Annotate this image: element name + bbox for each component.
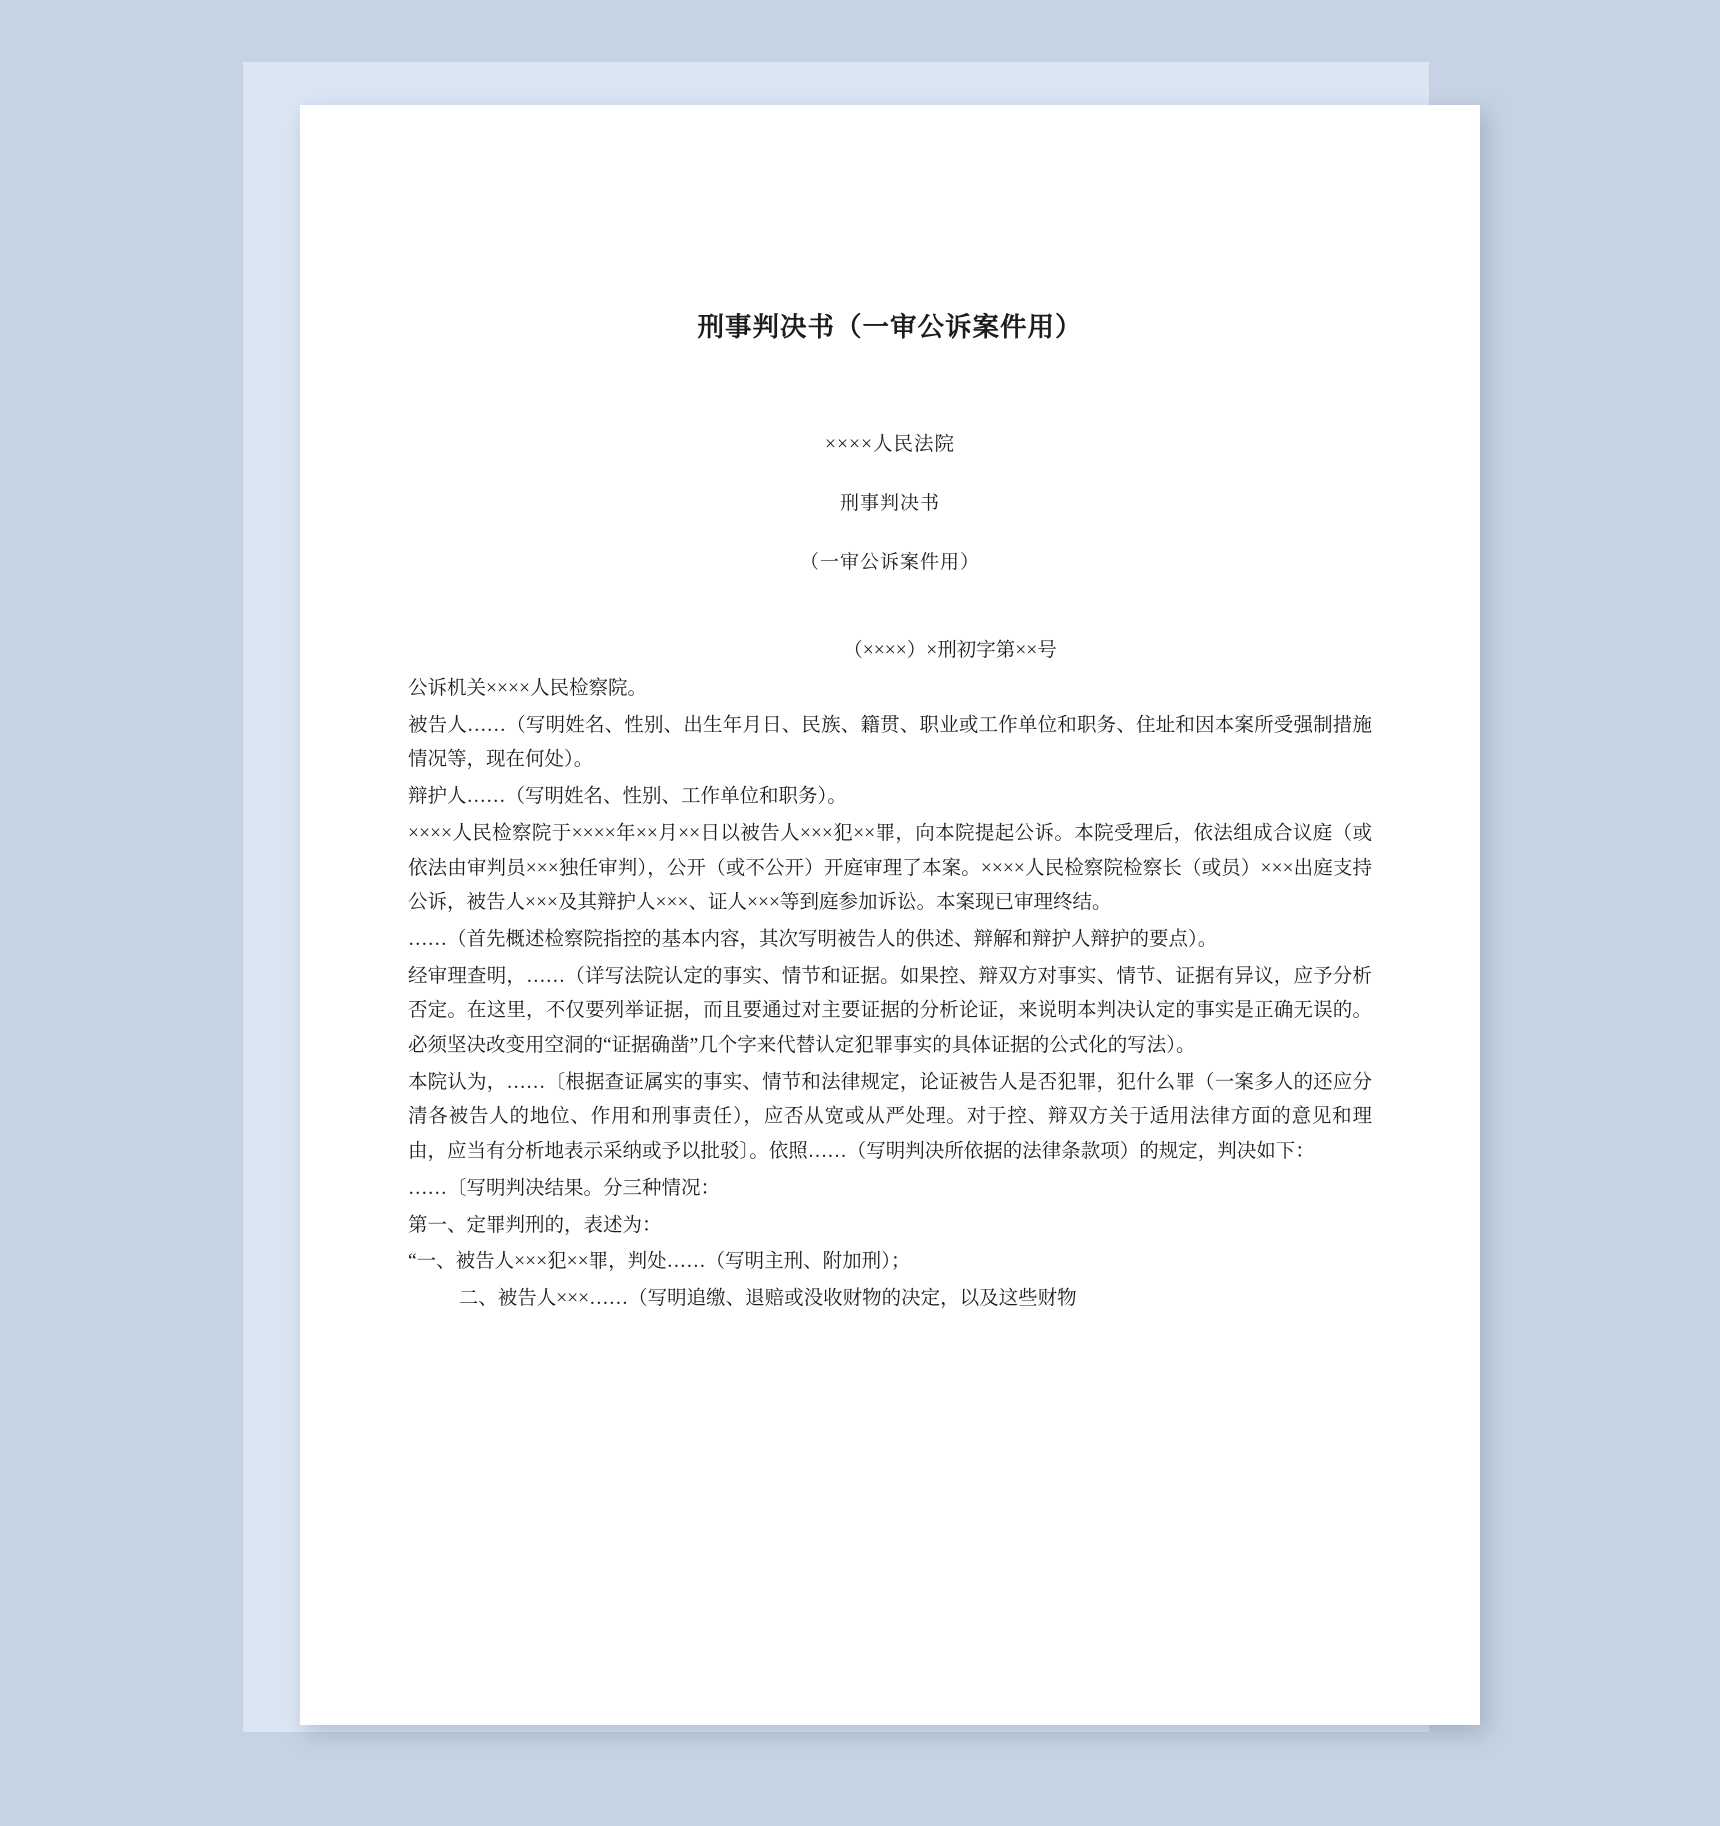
- paragraph-item-two: 二、被告人×××……（写明追缴、退赔或没收财物的决定，以及这些财物: [458, 1287, 1077, 1309]
- paragraph-prosecuting-organ: 公诉机关××××人民检察院。: [408, 678, 647, 699]
- paragraph-judgment-intro: ……〔写明判决结果。分三种情况：: [408, 1177, 721, 1199]
- paragraph-item-one: “一、被告人×××犯××罪，判处……（写明主刑、附加刑）；: [408, 1251, 911, 1273]
- court-heading-block: [408, 428, 1372, 574]
- document-page: [300, 105, 1480, 1725]
- document-type: 刑事判决书: [839, 493, 940, 514]
- case-number: （××××）×刑初字第××号: [843, 640, 1057, 661]
- document-subtype: （一审公诉案件用）: [799, 552, 980, 573]
- page-title: 刑事判决书（一审公诉案件用）: [697, 312, 1083, 342]
- paragraph-defender: 辩护人……（写明姓名、性别、工作单位和职务）。: [408, 786, 847, 808]
- page-content: [300, 105, 1480, 1725]
- paragraph-court-opinion: 本院认为，……〔根据查证属实的事实、情节和法律规定，论证被告人是否犯罪，犯什么罪（一案多人的还应分清各被告人的地位、作用和刑事责任），应否从宽或从严处理。对于控、辩双方关于适用法律方面的意见和理由，应当有分析地表示采纳或予以批驳〕。依照……（写明判决所依据的法律条款项）的规定，判决如下：: [408, 1071, 1372, 1163]
- paragraph-prosecution-summary: ××××人民检察院于××××年××月××日以被告人×××犯××罪，向本院提起公诉。本院受理后，依法组成合议庭（或依法由审判员×××独任审判），公开（或不公开）开庭审理了本案。××××人民检察院检察长（或员）×××出庭支持公诉，被告人×××及其辩护人×××、证人×××等到庭参加诉讼。本案现已审理终结。: [408, 822, 1372, 914]
- paragraph-charge-outline: ……（首先概述检察院指控的基本内容，其次写明被告人的供述、辩解和辩护人辩护的要点）。: [408, 928, 1218, 950]
- paragraph-case-one: 第一、定罪判刑的，表述为：: [408, 1214, 662, 1236]
- paragraph-findings: 经审理查明，……（详写法院认定的事实、情节和证据。如果控、辩双方对事实、情节、证据有异议，应予分析否定。在这里，不仅要列举证据，而且要通过对主要证据的分析论证，来说明本判决认定的事实是正确无误的。必须坚决改变用空洞的“证据确凿”几个字来代替认定犯罪事实的具体证据的公式化的写法）。: [408, 965, 1372, 1057]
- document-body: [408, 672, 1372, 1317]
- court-name: ××××人民法院: [825, 434, 955, 455]
- paragraph-defendant: 被告人……（写明姓名、性别、出生年月日、民族、籍贯、职业或工作单位和职务、住址和因本案所受强制措施情况等，现在何处）。: [408, 714, 1372, 771]
